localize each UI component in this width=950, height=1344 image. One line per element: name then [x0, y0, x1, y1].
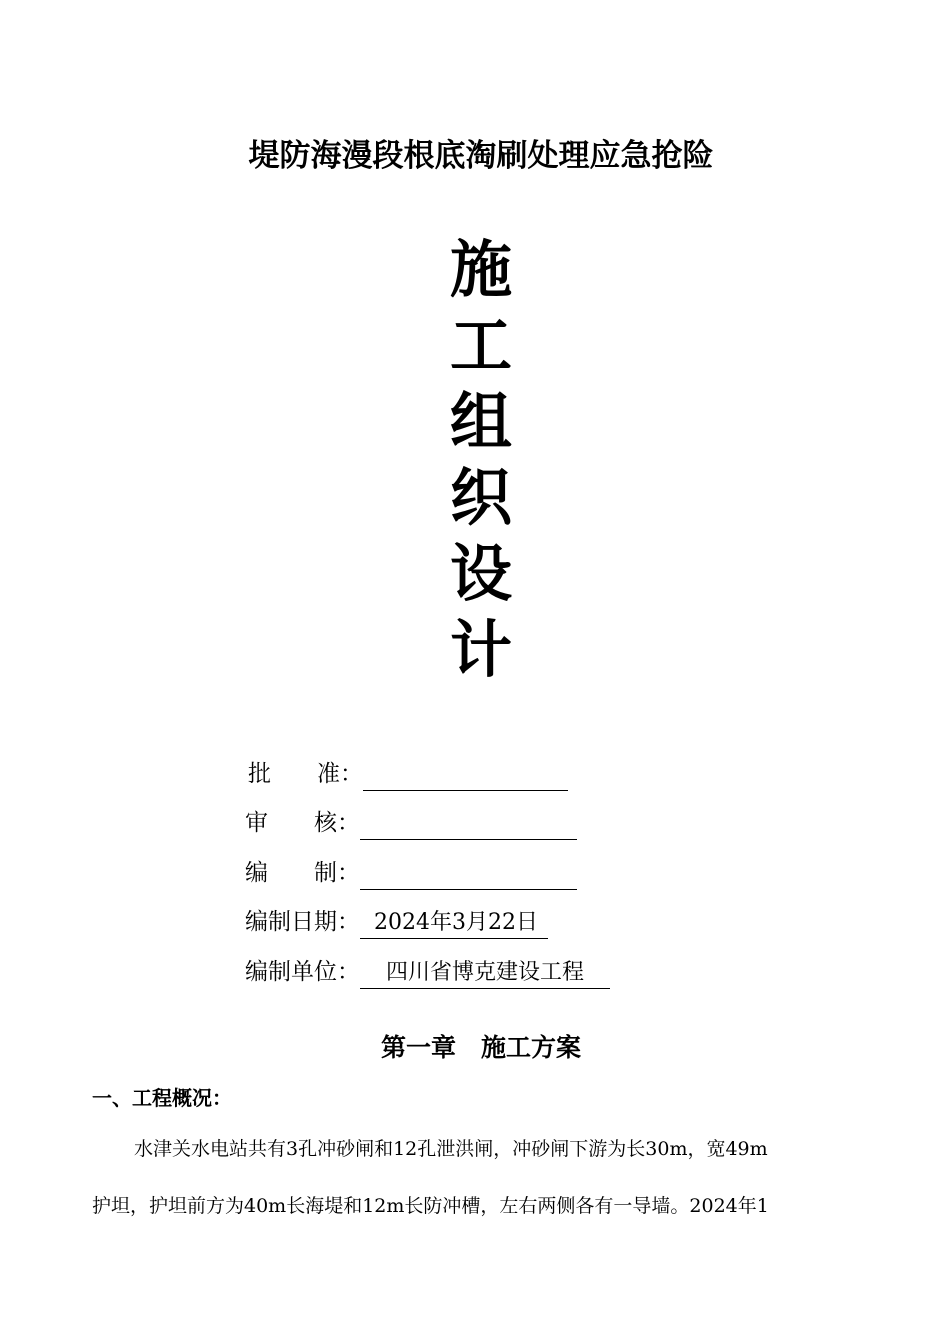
- vertical-title: [445, 232, 517, 688]
- compile-blank-line: [360, 862, 577, 890]
- approve-row: [248, 757, 568, 791]
- review-row: [245, 806, 577, 840]
- vertical-title-char: 织: [449, 461, 512, 534]
- vertical-title-char: 工: [449, 309, 512, 382]
- unit-label: 编制单位：: [245, 959, 360, 985]
- section-heading: 一、工程概况：: [92, 1086, 232, 1110]
- unit-value: 四川省博克建设工程: [360, 958, 610, 989]
- unit-row: [245, 955, 610, 989]
- vertical-title-char: 施: [449, 233, 512, 306]
- vertical-title-char: 组: [449, 385, 512, 458]
- vertical-title-char: 计: [449, 613, 512, 686]
- review-blank-line: [360, 812, 577, 840]
- date-label: 编制日期：: [245, 909, 360, 935]
- review-label: 审 核：: [245, 810, 360, 836]
- compile-row: [245, 856, 577, 890]
- compile-label: 编 制：: [245, 860, 360, 886]
- chapter-title: 第一章 施工方案: [380, 1033, 581, 1062]
- date-value: 2024年3月22日: [360, 908, 548, 939]
- date-row: [245, 905, 548, 939]
- paragraph-line: 水津关水电站共有3孔冲砂闸和12孔泄洪闸，冲砂闸下游为长30m，宽49m: [134, 1138, 768, 1160]
- approve-label: 批 准：: [248, 761, 363, 787]
- document-title: 堤防海漫段根底淘刷处理应急抢险: [248, 138, 714, 174]
- approve-blank-line: [363, 763, 568, 791]
- paragraph-line: 护坦，护坦前方为40m长海堤和12m长防冲槽，左右两侧各有一导墙。2024年1: [92, 1195, 769, 1217]
- vertical-title-char: 设: [449, 537, 512, 610]
